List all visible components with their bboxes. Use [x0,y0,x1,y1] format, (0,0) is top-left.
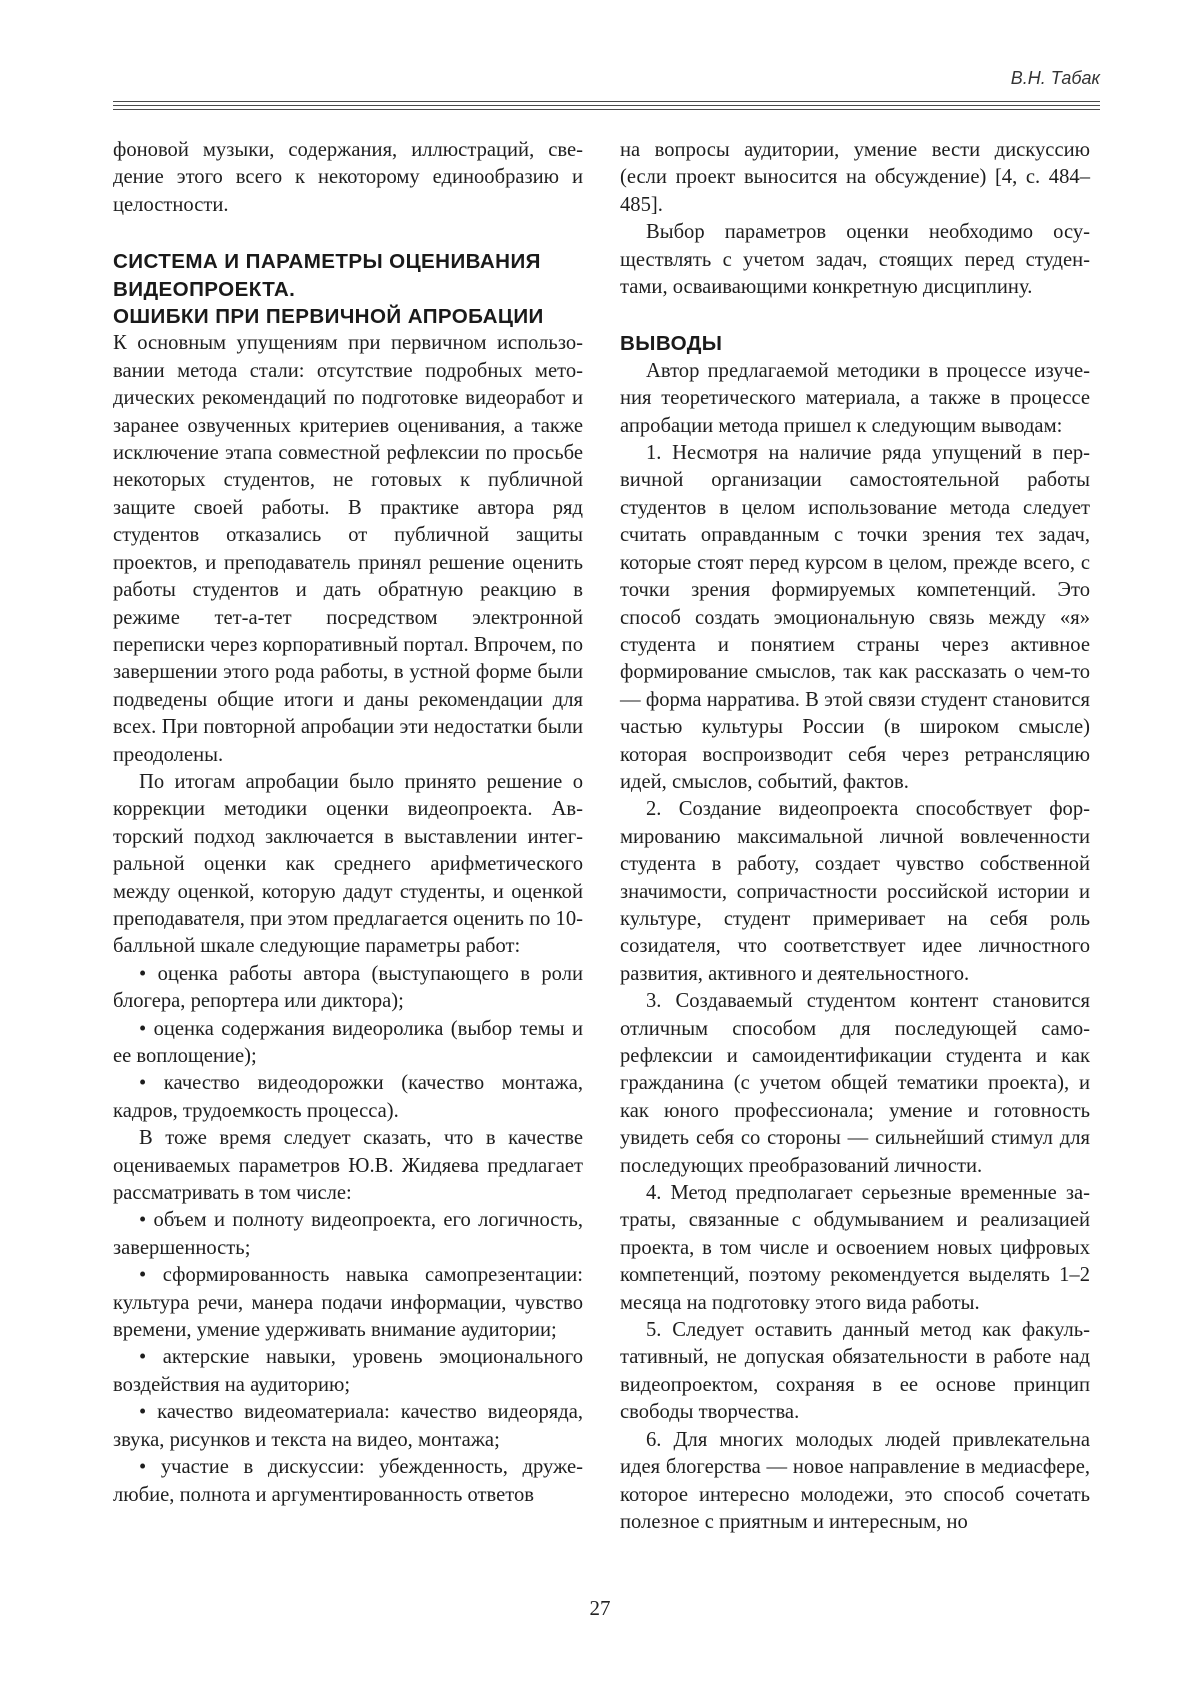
section-heading: ВЫВОДЫ [620,332,723,356]
conclusion-item: 4. Метод предполагает серьезные временные затраты, связанные с обдумыванием и реализацией проекта, в том числе и освоением новых цифровых компетенций, поэтому рекомендуется выделять 1–2 месяца на подготовку этого вида работы. [620,1182,1090,1314]
header-rule [113,101,1100,102]
paragraph: Выбор параметров оценки необходимо осуществлять с учетом задач, стоящих перед студентами, осваивающими конкретную дисциплину. [620,221,1090,299]
list-item: • качество видеодорожки (качество монтажа, кадров, трудоемкость процесса). [113,1072,583,1122]
conclusion-item: 1. Несмотря на наличие ряда упущений в первичной организации самостоятельной работы студентов в целом использование метода следует считать оправданным с точки зрения тех задач, которые стоят перед курсом в целом, прежде всего, с точки зрения формируемых компетенций. Это способ создать эмоциональную связь между «я» студента и понятием страны через активное формирование смыслов, так как рассказать о чем-то — форма нарратива. В этой связи студент становится частью культуры России (в широком смысле) которая воспроизводит себя через ретрансляцию идей, смыслов, событий, фактов. [620,442,1090,793]
list-item: • участие в дискуссии: убежденность, дружелюбие, полнота и аргументированность ответов [113,1456,583,1506]
header-rule [113,105,1100,106]
list-item: • актерские навыки, уровень эмоционального воздействия на аудиторию; [113,1346,583,1396]
paragraph: на вопросы аудитории, умение вести дискуссию (если проект выносится на обсуждение) [4, с. 484–485]. [620,139,1090,216]
list-item: • сформированность навыка самопрезентации: культура речи, манера подачи информации, чувство времени, умение удерживать внимание аудитории; [113,1264,583,1342]
section-heading-line: ОШИБКИ ПРИ ПЕРВИЧНОЙ АПРОБАЦИИ [113,305,544,329]
paragraph: В тоже время следует сказать, что в качестве оцениваемых параметров Ю.В. Жидяева предлагает рассматривать в том числе: [113,1127,583,1205]
list-item: • оценка работы автора (выступающего в роли блогера, репортера или диктора); [113,962,583,1013]
left-column [113,137,583,1509]
right-column [620,137,1090,1536]
paragraph: фоновой музыки, содержания, иллюстраций, сведение этого всего к некоторому единообразию и целостности. [113,139,583,216]
paragraph: К основным упущениям при первичном использовании метода стали: отсутствие подробных методических рекомендаций по подготовке видеоработ и заранее озвученных критериев оценивания, а также исключение этапа совместной рефлексии по просьбе некоторых студентов, не готовых к публичной защите своей работы. В практике автора ряд студентов отказались от публичной защиты проектов, и преподаватель принял решение оценить работы студентов и дать обратную реакцию в режиме тет-а-тет посредством электронной переписки через корпоративный портал. Впрочем, по завершении этого рода работы, в устной форме были подведены общие итоги и даны рекомендации для всех. При повторной апробации эти недостатки были преодолены. [113,332,583,766]
conclusion-item: 2. Создание видеопроекта способствует формированию максимальной личной вовлеченности студента в работу, создает чувство собственной значимости, сопричастности российской истории и культуре, студент примеривает на себя роль созидателя, что соответствует идее личностного развития, активного и деятельностного. [620,798,1090,985]
list-item: • объем и полноту видеопроекта, его логичность, завершенность; [113,1209,583,1259]
section-heading-line: ВИДЕОПРОЕКТА. [113,277,296,301]
conclusion-item: 3. Создаваемый студентом контент становится отличным способом для последующей саморефлексии и самоидентификации студента и как гражданина (с учетом общей тематики проекта), и как юного профессионала; умение и готовность увидеть себя со стороны — сильнейший стимул для последующих преобразований личности. [620,990,1090,1177]
conclusion-item: 6. Для многих молодых людей привлекательна идея блогерства — новое направление в медиасфере, которое интересно молодежи, это способ сочетать полезное с приятным и интересным, но [620,1428,1090,1533]
paragraph: По итогам апробации было принято решение о коррекции методики оценки видеопроекта. Авторский подход заключается в выставлении интегральной оценки как среднего арифметического между оценкой, которую дадут студенты, и оценкой преподавателя, при этом предлагается оценить по 10-балльной шкале следующие параметры работ: [113,770,583,958]
conclusion-item: 5. Следует оставить данный метод как факультативный, не допуская обязательности в работе над видеопроектом, сохраняя в ее основе принцип свободы творчества. [620,1319,1090,1424]
running-head-author: В.Н. Табак [1010,68,1100,88]
paragraph: Автор предлагаемой методики в процессе изучения теоретического материала, а также в процессе апробации метода пришел к следующим выводам: [620,359,1090,437]
list-item: • качество видеоматериала: качество видеоряда, звука, рисунков и текста на видео, монтажа; [113,1401,583,1451]
page-number: 27 [589,1596,611,1620]
list-item: • оценка содержания видеоролика (выбор темы и ее воплощение); [113,1017,583,1067]
header-rule [113,109,1100,110]
section-heading-line: СИСТЕМА И ПАРАМЕТРЫ ОЦЕНИВАНИЯ [113,250,541,274]
